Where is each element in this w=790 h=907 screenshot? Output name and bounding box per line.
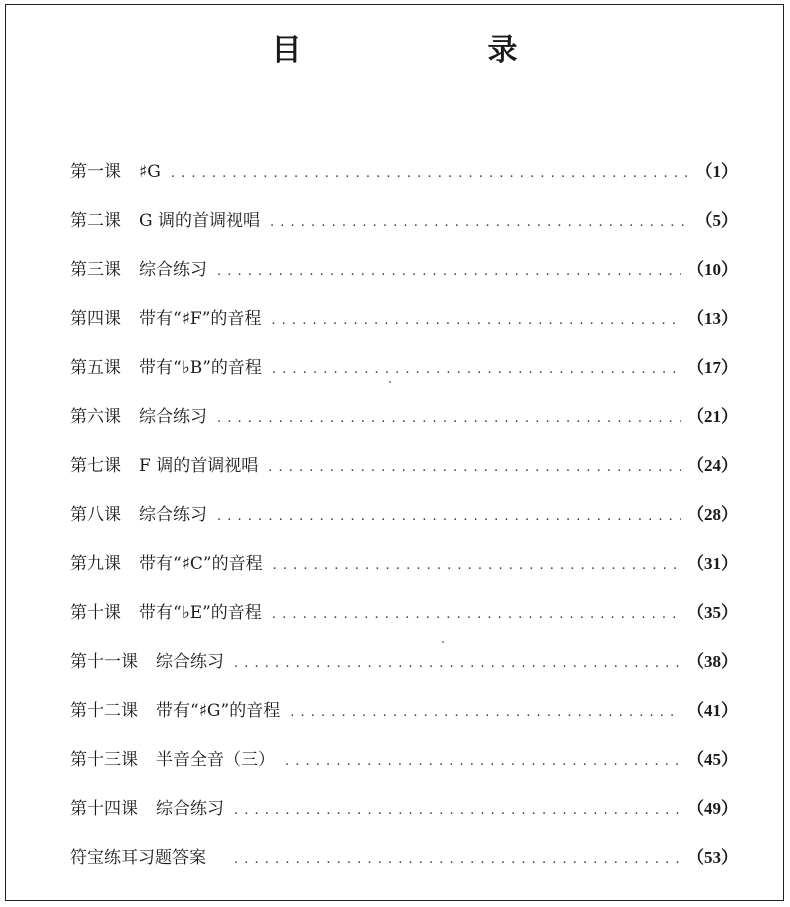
page-number: （45） [687, 750, 738, 769]
lesson-number: 第十四课 [70, 799, 138, 819]
dot-leader [234, 656, 681, 671]
dot-leader [290, 705, 681, 720]
dot-leader [273, 558, 681, 573]
lesson-topic: 综合练习 [139, 260, 207, 280]
scan-speck [389, 381, 391, 383]
lesson-topic: 带有“♯C”的音程 [139, 554, 263, 574]
dot-leader [171, 166, 690, 181]
dot-leader [272, 362, 681, 377]
lesson-topic: G 调的首调视唱 [139, 211, 260, 231]
lesson-number: 第十三课 [70, 750, 138, 770]
toc-entry[interactable] [70, 598, 738, 647]
lesson-number: 第十一课 [70, 652, 138, 672]
lesson-number: 第七课 [70, 456, 121, 476]
toc-entry[interactable] [70, 157, 738, 206]
page-number: （1） [695, 162, 738, 181]
page-number: （24） [687, 456, 738, 475]
dot-leader [217, 509, 681, 524]
dot-leader [268, 460, 681, 475]
page-number: （5） [695, 211, 738, 230]
lesson-number: 第十课 [70, 603, 121, 623]
lesson-topic: 综合练习 [139, 407, 207, 427]
toc-entry[interactable] [70, 500, 738, 549]
dot-leader [272, 607, 681, 622]
lesson-topic: 带有“♭E”的音程 [139, 603, 262, 623]
toc-entry[interactable] [70, 402, 738, 451]
scan-speck [442, 641, 444, 643]
toc-entry[interactable] [70, 549, 738, 598]
lesson-number: 符宝练耳习题答案 [70, 848, 206, 868]
dot-leader [234, 852, 681, 867]
toc-entry[interactable] [70, 696, 738, 745]
page-number: （31） [687, 554, 738, 573]
page-number: （28） [687, 505, 738, 524]
lesson-number: 第六课 [70, 407, 121, 427]
lesson-topic: 半音全音（三） [156, 750, 275, 770]
dot-leader [234, 803, 681, 818]
lesson-number: 第五课 [70, 358, 121, 378]
toc-entry[interactable] [70, 647, 738, 696]
toc-entry[interactable] [70, 353, 738, 402]
dot-leader [217, 411, 681, 426]
lesson-topic: 带有“♭B”的音程 [139, 358, 262, 378]
toc-entry[interactable] [70, 794, 738, 843]
page-number: （10） [687, 260, 738, 279]
toc-entry[interactable] [70, 843, 738, 892]
dot-leader [271, 313, 681, 328]
lesson-number: 第九课 [70, 554, 121, 574]
lesson-topic: 综合练习 [139, 505, 207, 525]
dot-leader [285, 754, 681, 769]
lesson-topic: 综合练习 [156, 799, 224, 819]
page-number: （17） [687, 358, 738, 377]
page-title: 目 录 [271, 33, 596, 68]
page-number: （41） [687, 701, 738, 720]
lesson-topic: 带有“♯G”的音程 [156, 701, 281, 721]
page-number: （13） [687, 309, 738, 328]
lesson-number: 第二课 [70, 211, 121, 231]
lesson-topic: ♯G [139, 162, 161, 182]
toc-entry[interactable] [70, 255, 738, 304]
lesson-number: 第四课 [70, 309, 121, 329]
toc-entry[interactable] [70, 304, 738, 353]
lesson-number: 第三课 [70, 260, 121, 280]
dot-leader [217, 264, 681, 279]
toc-list [70, 157, 738, 892]
toc-page [5, 4, 784, 901]
lesson-number: 第八课 [70, 505, 121, 525]
toc-entry[interactable] [70, 451, 738, 500]
page-number: （53） [687, 848, 738, 867]
toc-entry[interactable] [70, 745, 738, 794]
lesson-topic: 带有“♯F”的音程 [139, 309, 262, 329]
page-number: （38） [687, 652, 738, 671]
lesson-number: 第十二课 [70, 701, 138, 721]
toc-entry[interactable] [70, 206, 738, 255]
lesson-topic: F 调的首调视唱 [139, 456, 259, 476]
lesson-topic: 综合练习 [156, 652, 224, 672]
page-number: （49） [687, 799, 738, 818]
page-number: （21） [687, 407, 738, 426]
page-number: （35） [687, 603, 738, 622]
lesson-number: 第一课 [70, 162, 121, 182]
dot-leader [270, 215, 690, 230]
